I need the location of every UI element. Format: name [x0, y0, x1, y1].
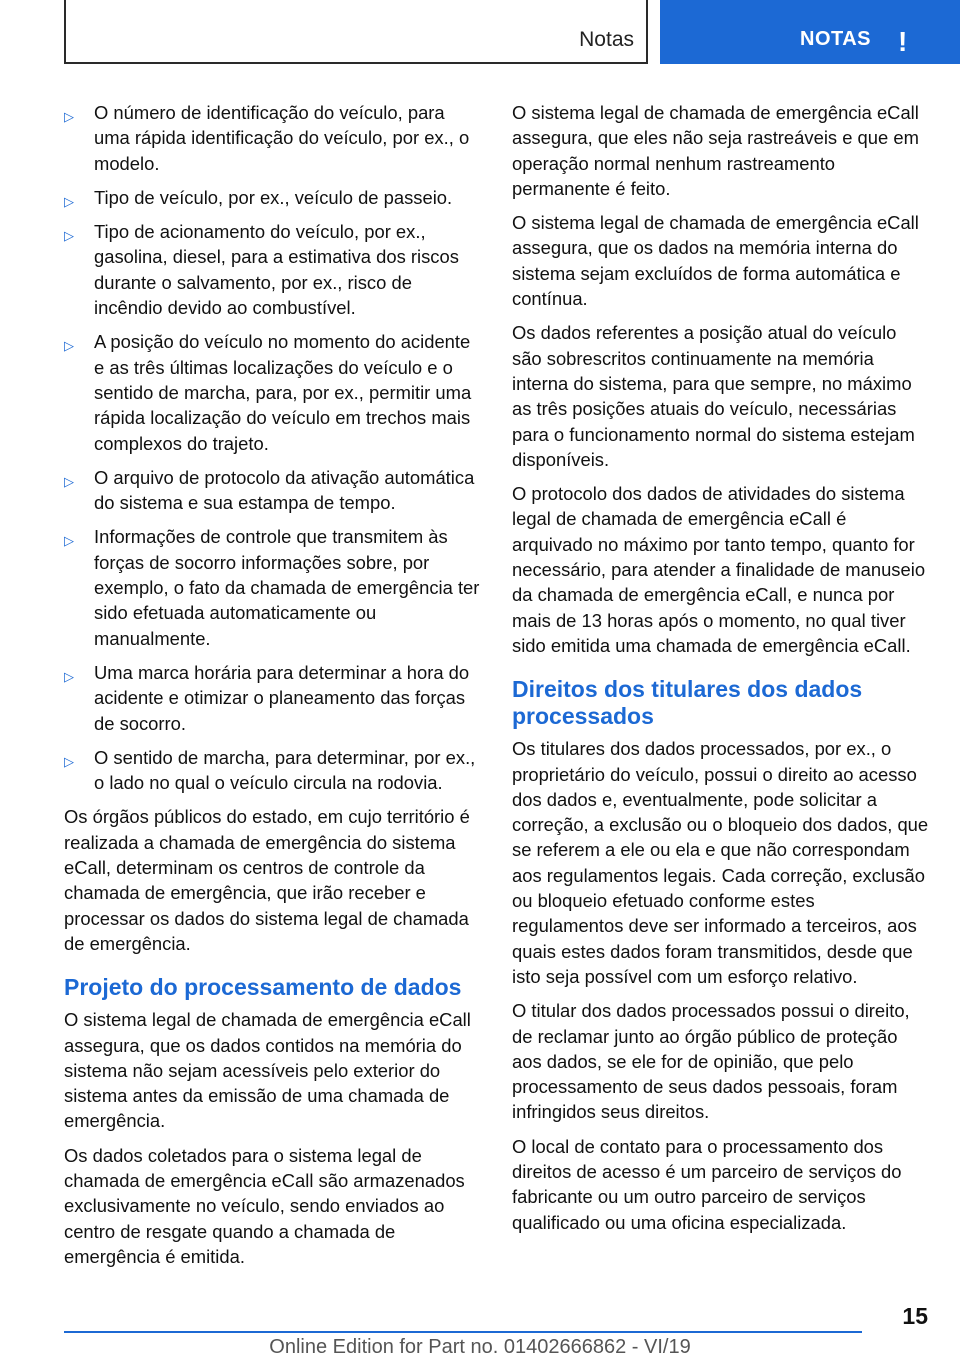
list-item	[64, 185, 482, 210]
header-section-box	[64, 0, 648, 64]
list-item	[64, 329, 482, 455]
list-item-text: A posição do veículo no momento do acidente e as três últimas localizações do veículo e o sentido de marcha, para, por ex., permitir uma rápida localização do veículo em trechos mais complexos do trajeto.	[94, 331, 472, 454]
body-paragraph: Os dados referentes a posição atual do veículo são sobrescritos continuamente na memória interna do sistema, para que sempre, no máximo as três posições atuais do veículo, necessárias para o funcionamento normal do sistema estejam disponíveis.	[512, 322, 915, 470]
body-paragraph: O local de contato para o processamento dos direitos de acesso é um parceiro de serviços do fabricante ou um outro parceiro de serviços qualificado ou uma oficina especializada.	[512, 1135, 902, 1233]
left-column	[64, 100, 482, 1278]
body-paragraph: O titular dos dados processados possui o direito, de reclamar junto ao órgão público de proteção aos dados, se ele for de opinião, que pelo processamento de seus dados pessoais, foram infringidos seus direitos.	[512, 1000, 910, 1123]
triangle-bullet-icon: ▷	[64, 473, 74, 489]
header-chapter-tab	[660, 0, 960, 64]
list-item-text: Tipo de veículo, por ex., veículo de passeio.	[94, 186, 453, 208]
triangle-bullet-icon: ▷	[64, 228, 74, 244]
list-item	[64, 100, 482, 176]
section-heading: Direitos dos titulares dos dados processados	[512, 676, 863, 730]
list-item-text: Uma marca horária para determinar a hora do acidente e otimizar o planeamento das forças de socorro.	[94, 661, 470, 734]
triangle-bullet-icon: ▷	[64, 109, 74, 124]
triangle-bullet-icon: ▷	[64, 533, 74, 549]
body-paragraph: O sistema legal de chamada de emergência eCall assegura, que os dados contidos na memória do sistema não sejam acessíveis pelo exterior do sistema antes da emissão de uma chamada de emergência.	[64, 1009, 471, 1132]
list-item	[64, 524, 482, 650]
body-paragraph: Os órgãos públicos do estado, em cujo território é realizada a chamada de emergência do sistema eCall, determinam os centros de controle da chamada de emergência, que irão receber e processar os dados do sistema legal de chamada de emergência.	[64, 806, 470, 954]
list-item-text: O sentido de marcha, para determinar, por ex., o lado no qual o veículo circula na rodovia.	[94, 746, 476, 794]
triangle-bullet-icon: ▷	[64, 193, 74, 209]
list-item	[64, 465, 482, 516]
body-paragraph: O sistema legal de chamada de emergência eCall assegura, que eles não seja rastreáveis e que em operação normal nenhum rastreamento permanente é feito.	[512, 102, 919, 199]
list-item-text: O arquivo de protocolo da ativação automática do sistema e sua estampa de tempo.	[94, 466, 475, 514]
list-item	[64, 660, 482, 736]
body-paragraph: O protocolo dos dados de atividades do sistema legal de chamada de emergência eCall é arquivado no máximo por tanto tempo, quanto for necessário, para atender a finalidade de manuseio da chamada de emergência eCall, e nunca por mais de 13 horas após o momento, no qual tiver sido emitida uma chamada de emergência eCall.	[512, 483, 926, 656]
list-item-text: Informações de controle que transmitem às forças de socorro informações sobre, por exemplo, o fato da chamada de emergência ter sido efetuada automaticamente ou manualmente.	[94, 526, 480, 649]
list-item-text: Tipo de acionamento do veículo, por ex., gasolina, diesel, para a estimativa dos riscos durante o salvamento, por ex., risco de incêndio devido ao combustível.	[94, 221, 459, 319]
body-paragraph: Os dados coletados para o sistema legal de chamada de emergência eCall são armazenados exclusivamente no veículo, sendo enviados ao centro de resgate quando a chamada de emergência é emitida.	[64, 1144, 465, 1267]
right-column	[512, 100, 930, 1244]
edition-text: Online Edition for Part no. 01402666862 - VI/19	[269, 1336, 691, 1358]
triangle-bullet-icon: ▷	[64, 753, 74, 769]
page-number: 15	[902, 1303, 928, 1329]
exclamation-icon: !	[898, 26, 908, 57]
list-item	[64, 219, 482, 320]
triangle-bullet-icon: ▷	[64, 668, 74, 684]
body-paragraph: Os titulares dos dados processados, por ex., o proprietário do veículo, possui o direito ao acesso dos dados e, eventualmente, pode solicitar a correção, a exclusão ou o bloqueio dos dados, que se referem a ele ou ela e que não correspondam aos regulamentos legais. Cada correção, exclusão ou bloqueio efetuado conforme estes regulamentos deve ser informado a terceiros, aos quais estes dados foram transmitidos, desde que isto seja possível com um esforço relativo.	[512, 738, 929, 987]
list-item-text: O número de identificação do veículo, para uma rápida identificação do veículo, por ex., o modelo.	[94, 102, 470, 174]
section-heading: Projeto do processamento de dados	[64, 974, 462, 1001]
section-title: Notas	[579, 28, 634, 51]
list-item	[64, 745, 482, 796]
triangle-bullet-icon: ▷	[64, 338, 74, 354]
footer-divider	[64, 1331, 862, 1333]
body-paragraph: O sistema legal de chamada de emergência eCall assegura, que os dados na memória interna do sistema sejam excluídos de forma automática e contínua.	[512, 212, 919, 310]
chapter-title: NOTAS	[800, 28, 872, 50]
